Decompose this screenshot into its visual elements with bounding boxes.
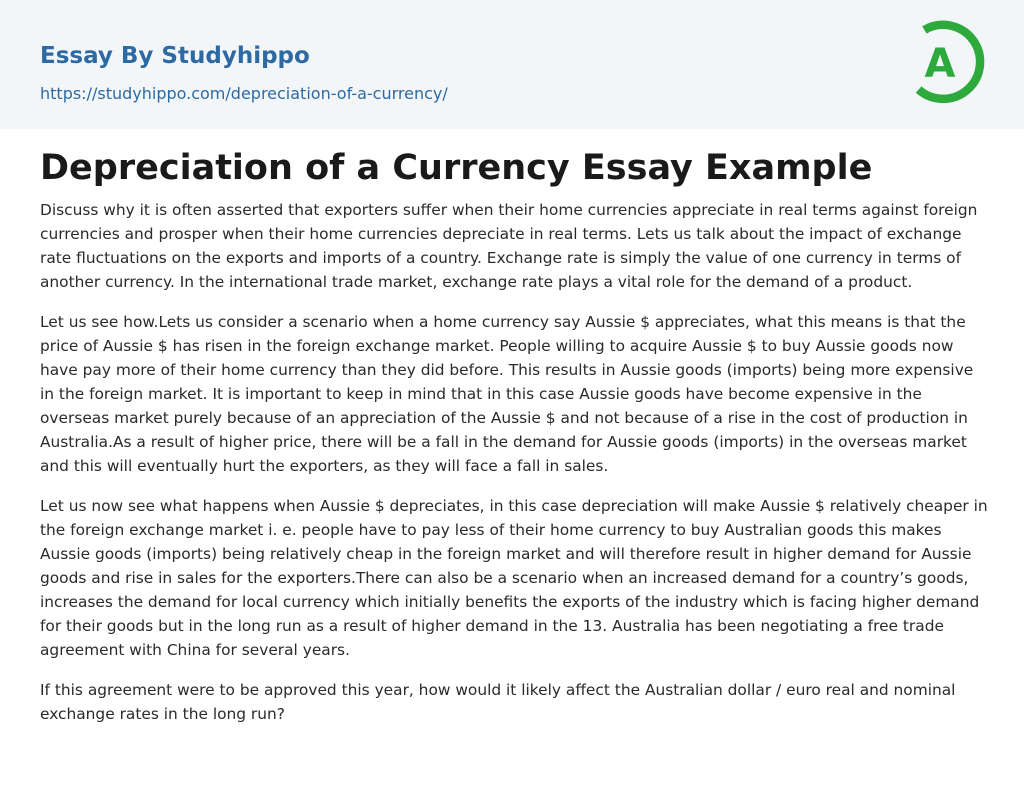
brand-title[interactable]: Essay By Studyhippo <box>40 43 310 69</box>
logo-letter: A <box>924 41 956 87</box>
essay-paragraph-4: If this agreement were to be approved this year, how would it likely affect the Australian dollar / euro real and nominal exchange rates in the long run? <box>40 681 956 723</box>
essay-paragraph-2: Let us see how.Lets us consider a scenario when a home currency say Aussie $ appreciates, what this means is that the price of Aussie $ has risen in the foreign exchange market. People willing to acquire Aussie $ to buy Aussie goods now have pay more of their home currency than they did before. This results in Aussie goods (imports) being more expensive in the foreign market. It is important to keep in mind that in this case Aussie goods have become expensive in the overseas market purely because of an appreciation of the Aussie $ and not because of a rise in the cost of production in Australia.As a result of higher price, there will be a fall in the demand for Aussie goods (imports) in the overseas market and this will eventually hurt the exporters, as they will face a fall in sales. <box>40 313 974 475</box>
essay-paragraph-1: Discuss why it is often asserted that exporters suffer when their home currencies appreciate in real terms against foreign currencies and prosper when their home currencies depreciate in real terms. Lets us talk about the impact of exchange rate fluctuations on the exports and imports of a country. Exchange rate is simply the value of one currency in terms of another currency. In the international trade market, exchange rate plays a vital role for the demand of a product. <box>40 201 978 291</box>
essay-content <box>40 142 988 726</box>
essay-paragraph-3: Let us now see what happens when Aussie $ depreciates, in this case depreciation will make Aussie $ relatively cheaper in the foreign exchange market i. e. people have to pay less of their home currency to buy Australian goods this makes Aussie goods (imports) being relatively cheap in the foreign market and will therefore result in higher demand for Aussie goods and rise in sales for the exporters.There can also be a scenario when an increased demand for a country’s goods, increases the demand for local currency which initially benefits the exports of the industry which is facing higher demand for their goods but in the long run as a result of higher demand in the 13. Australia has been negotiating a free trade agreement with China for several years. <box>40 497 988 659</box>
source-url-link[interactable]: https://studyhippo.com/depreciation-of-a-currency/ <box>40 84 448 103</box>
site-header <box>0 0 1024 129</box>
page-title: Depreciation of a Currency Essay Example <box>40 148 873 188</box>
studyhippo-logo-icon[interactable] <box>898 17 988 107</box>
